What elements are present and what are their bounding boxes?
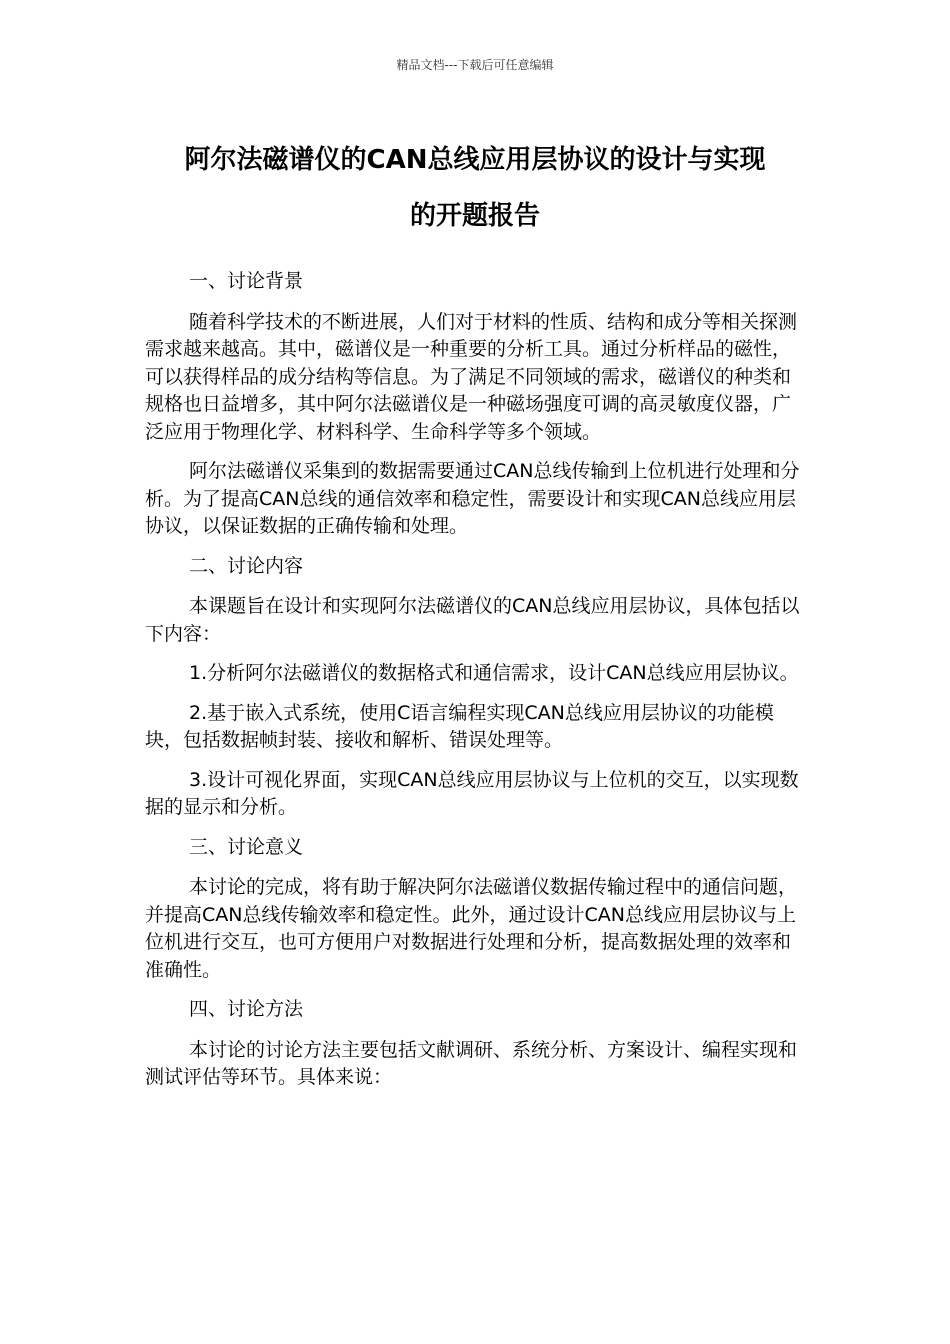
- document-title-line-2: 的开题报告: [409, 201, 540, 231]
- list-item: 1.分析阿尔法磁谱仪的数据格式和通信需求，设计CAN总线应用层协议。: [189, 662, 799, 684]
- document-title-line-1: 阿尔法磁谱仪的CAN总线应用层协议的设计与实现: [184, 145, 766, 175]
- section-heading-significance: 三、讨论意义: [189, 835, 304, 858]
- paragraph: 本讨论的完成，将有助于解决阿尔法磁谱仪数据传输过程中的通信问题，并提高CAN总线传输效率和稳定性。此外，通过设计CAN总线应用层协议与上位机进行交互，也可方便用户对数据进行处理和分析，提高数据处理的效率和准确性。: [145, 876, 798, 981]
- page-header-note: 精品文档---下载后可任意编辑: [396, 58, 554, 72]
- section-heading-background: 一、讨论背景: [189, 270, 304, 292]
- paragraph: 随着科学技术的不断进展，人们对于材料的性质、结构和成分等相关探测需求越来越高。其中，磁谱仪是一种重要的分析工具。通过分析样品的磁性，可以获得样品的成分结构等信息。为了满足不同领域的需求，磁谱仪的种类和规格也日益增多，其中阿尔法磁谱仪是一种磁场强度可调的高灵敏度仪器，广泛应用于物理化学、材料科学、生命科学等多个领域。: [145, 310, 798, 443]
- list-item: 3.设计可视化界面，实现CAN总线应用层协议与上位机的交互，以实现数据的显示和分析。: [145, 768, 799, 818]
- paragraph: 阿尔法磁谱仪采集到的数据需要通过CAN总线传输到上位机进行处理和分析。为了提高CAN总线的通信效率和稳定性，需要设计和实现CAN总线应用层协议，以保证数据的正确传输和处理。: [145, 460, 800, 537]
- section-heading-content: 二、讨论内容: [189, 554, 304, 577]
- list-item: 2.基于嵌入式系统，使用C语言编程实现CAN总线应用层协议的功能模块，包括数据帧封装、接收和解析、错误处理等。: [145, 701, 774, 751]
- document-title: [100, 132, 850, 244]
- section-heading-method: 四、讨论方法: [189, 998, 304, 1020]
- paragraph: 本讨论的讨论方法主要包括文献调研、系统分析、方案设计、编程实现和测试评估等环节。具体来说：: [145, 1038, 798, 1088]
- paragraph: 本课题旨在设计和实现阿尔法磁谱仪的CAN总线应用层协议，具体包括以下内容：: [145, 595, 800, 645]
- document-body: [145, 268, 807, 1104]
